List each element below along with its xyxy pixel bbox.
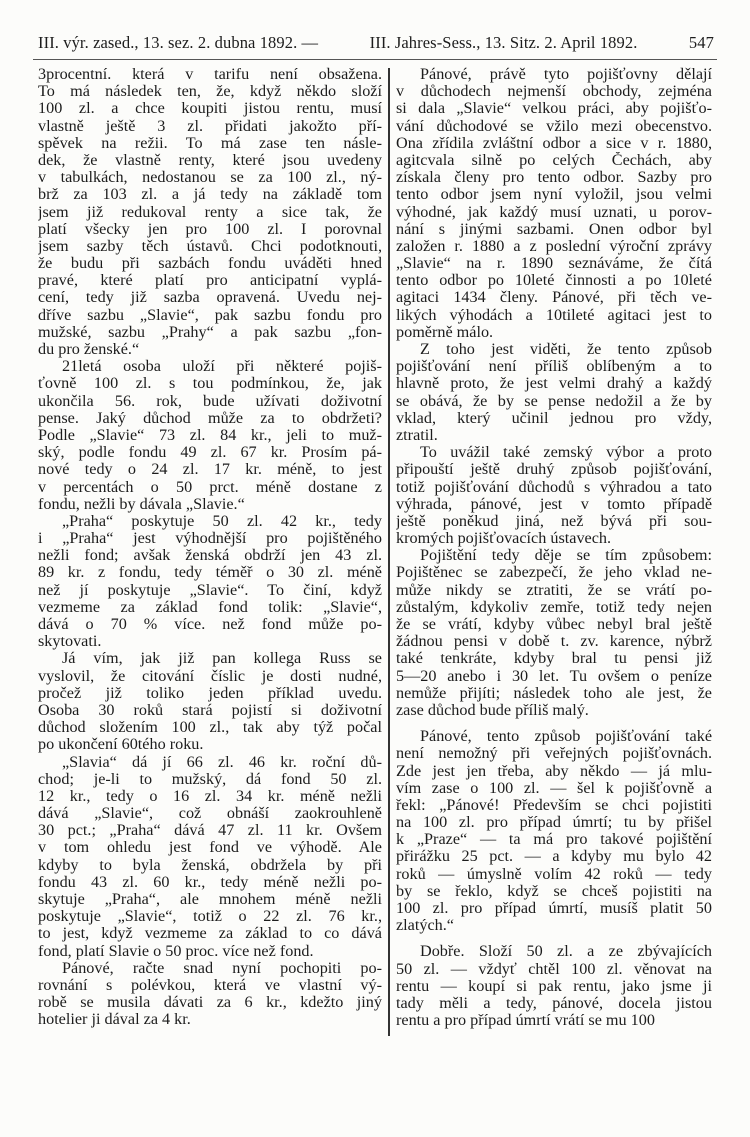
text-line: dává o 70 % více. než fond může po-: [38, 616, 382, 633]
text-line: žádnou pensi v době t. zv. karence, nýbrž: [396, 633, 712, 651]
text-line: „Slavia“ dá jí 66 zl. 46 kr. roční dů-: [62, 753, 382, 771]
paragraph: [396, 66, 712, 341]
text-line: v tabulkách, nedostanou se za 100 zl., ný-: [38, 169, 382, 187]
text-line: se obává, že by se pense nedožil a že by: [396, 392, 712, 410]
running-header: [38, 33, 714, 57]
text-line: skytovati.: [38, 633, 102, 651]
paragraph: [38, 66, 382, 358]
left-column: [38, 66, 382, 1029]
text-line: 21letá osoba uloží při některé pojiš-: [62, 358, 382, 376]
text-line: ťovně 100 zl. s tou podmínkou, že, jak: [38, 375, 382, 393]
text-line: Pánové, tento způsob pojišťování také: [420, 728, 712, 746]
text-line: nemůže přijíti; následek toho ale jest, že: [396, 684, 712, 702]
text-line: zase důchod bude příliš malý.: [396, 701, 589, 719]
text-line: To má následek ten, že, když někdo složí: [38, 83, 382, 101]
text-line: agitaci 1434 členy. Pánové, při těch ve-: [396, 289, 712, 307]
text-line: vím zase o 100 zl. — šel k pojišťovně a: [396, 779, 712, 797]
right-column: [396, 66, 712, 1029]
text-line: by se řeklo, když se chceš pojistiti na: [396, 882, 712, 900]
text-line: tento odbor jsem nyní vyložil, jsou velmi: [396, 186, 712, 204]
text-line: 100 zl. pro případ úmrtí, musíš platit 50: [396, 900, 712, 917]
text-line: To uvážil také zemský výbor a proto: [420, 444, 712, 462]
paragraph: [38, 754, 382, 960]
text-line: že se vrátí, kdyby vůbec nebyl bral ještě: [396, 616, 712, 633]
text-line: 12 kr., tedy o 16 zl. 34 kr. méně nežli: [38, 787, 382, 805]
paragraph: [396, 728, 712, 934]
text-line: kromých pojišťovacích ústavech.: [396, 530, 612, 548]
text-line: ztratil.: [396, 426, 438, 444]
text-line: du pro ženské.“: [38, 341, 140, 358]
text-line: než jí poskytuje „Slavie“. To činí, když: [38, 581, 382, 599]
text-line: tento odbor po 10leté činnosti a po 10leté: [396, 272, 712, 290]
text-line: platí všecky jen pro 100 zl. I porovnal: [38, 220, 382, 238]
text-line: „Praha“ poskytuje 50 zl. 42 kr., tedy: [62, 512, 382, 530]
text-line: chod; je-li to mužský, dá fond 50 zl.: [38, 770, 382, 788]
text-line: pojišťování není příliš oblíbeným a to: [396, 358, 712, 376]
text-line: poskytuje „Slavie“, totiž o 22 zl. 76 kr.,: [38, 908, 382, 926]
text-line: k „Praze“ — ta má pro takové pojištění: [396, 831, 712, 849]
text-line: přirážku 25 pct. — a kdyby mu bylo 42: [396, 848, 712, 866]
text-line: Pojištění tedy děje se tím způsobem:: [420, 547, 712, 565]
paragraph: [38, 358, 382, 513]
text-line: není nemožný při veřejných pojišťovnách.: [396, 745, 712, 763]
text-line: Pánové, právě tyto pojišťovny dělají: [420, 66, 712, 83]
text-line: vyslovil, že citování číslic je dosti nudné,: [38, 667, 382, 685]
text-line: zlatých.“: [396, 917, 454, 935]
text-line: výhrada, pánové, jest v tomto případě: [396, 495, 712, 513]
text-line: nežli fond; avšak ženská obdrží jen 43 zl.: [38, 547, 382, 565]
text-line: Ona zřídila zvláštní odbor a sice v r. 1880,: [396, 134, 712, 152]
text-line: mužské, sazbu „Prahy“ a pak sazbu „fon-: [38, 323, 382, 341]
text-line: spěvek na režii. To má zase ten násle-: [38, 134, 382, 152]
text-line: poměrně málo.: [396, 323, 494, 341]
paragraph: [396, 444, 712, 547]
text-line: připouští ještě druhý způsob pojišťování,: [396, 461, 712, 479]
text-line: vezmeme za základ fond tolik: „Slavie“,: [38, 598, 382, 616]
text-line: vání důchodové se vžilo mezi obecenstvo.: [396, 117, 712, 135]
text-line: jsem již redukoval renty a sice tak, že: [38, 203, 382, 221]
text-line: Pánové, račte snad nyní pochopiti po-: [62, 959, 382, 977]
text-line: dek, že vlastně renty, které jsou uvedeny: [38, 151, 382, 169]
text-line: také tenkráte, kdyby bral tu pensi již: [396, 650, 712, 668]
text-line: nové tedy o 24 zl. 17 kr. méně, to jest: [38, 461, 382, 479]
text-line: to jest, když vezmeme za základ to co dává: [38, 925, 382, 943]
text-line: „Slavie“ na r. 1890 seznáváme, že čítá: [396, 255, 712, 273]
text-line: po ukončení 60tého roku.: [38, 736, 204, 754]
text-line: Já vím, jak již pan kollega Russ se: [62, 650, 382, 668]
text-line: ještě poněkud jiná, než bývá při sou-: [396, 512, 712, 530]
text-line: založen r. 1880 a z poslední výroční zprávy: [396, 237, 712, 255]
text-line: kdyby to byla ženská, obdržela by při: [38, 856, 382, 874]
text-line: rentu a pro případ úmrtí vrátí se mu 100: [396, 1012, 655, 1030]
text-line: fond, platí Slavie o 50 proc. více než fond.: [38, 942, 314, 960]
text-line: nání s jinými sazbami. Onen odbor byl: [396, 220, 712, 238]
text-line: 5—20 anebo i 30 let. Tu ovšem o peníze: [396, 667, 712, 685]
text-line: rentu — koupí si pak rentu, jako jsme ji: [396, 977, 712, 995]
text-line: totiž pojišťování důchodů s výhradou a tato: [396, 478, 712, 496]
text-line: hlavně proto, že jest velmi drahý a každý: [396, 375, 712, 393]
text-line: hotelier ji dával za 4 kr.: [38, 1011, 191, 1029]
text-line: Dobře. Složí 50 zl. a ze zbývajících: [420, 943, 712, 961]
text-line: pense. Jaký důchod může za to obdržeti?: [38, 409, 382, 427]
text-line: na 100 zl. pro případ úmrtí; tu by přišel: [396, 814, 712, 832]
text-line: fondu, nežli by dávala „Slavie.“: [38, 495, 245, 513]
text-line: likých výhodách a 10tileté agitaci jest to: [396, 306, 712, 324]
text-line: jsem sazby těch ústavů. Chci podotknouti,: [38, 237, 382, 255]
text-line: skytuje „Praha“, ale mnohem méně nežli: [38, 891, 382, 908]
text-line: že budu při sazbách fondu uváděti hned: [38, 255, 382, 273]
header-german-session: III. Jahres-Sess., 13. Sitz. 2. April 1892.: [369, 33, 638, 52]
text-line: 3procentní. která v tarifu není obsažena.: [38, 66, 382, 83]
text-line: robě se musila dávati za 6 kr., kdežto jiný: [38, 994, 382, 1012]
text-line: 89 kr. z fondu, tedy téměř o 30 zl. méně: [38, 564, 382, 582]
text-line: Podle „Slavie“ 73 zl. 84 kr., jeli to muž-: [38, 426, 382, 444]
text-line: rovnání s polévkou, která ve vlastní vý-: [38, 976, 382, 994]
paragraph: [396, 547, 712, 719]
paragraph: [38, 513, 382, 651]
text-line: pravé, které platí pro anticipatní vyplá-: [38, 272, 382, 290]
text-line: v tom ohledu jest fond ve výhodě. Ale: [38, 839, 382, 857]
text-line: fondu 43 zl. 60 kr., tedy méně nežli po-: [38, 873, 382, 891]
text-line: získala členy pro tento odbor. Sazby pro: [396, 169, 712, 187]
text-line: si dala „Slavie“ velkou práci, aby pojišťo-: [396, 100, 712, 118]
text-line: zůstalým, kdykoliv zemře, totiž tedy nejen: [396, 598, 712, 616]
text-line: vlastně ještě 3 zl. přidati jakožto pří-: [38, 117, 382, 135]
paragraph: [38, 960, 382, 1029]
column-separator: [388, 68, 390, 1036]
text-line: Osoba 30 roků stará pojistí si doživotní: [38, 701, 382, 719]
text-line: řekl: „Pánové! Především se chci pojistiti: [396, 796, 712, 814]
text-line: výhodné, jak každý musí uznati, u porov-: [396, 203, 712, 221]
text-line: 30 pct.; „Praha“ dává 47 zl. 11 kr. Ovšem: [38, 822, 382, 840]
text-line: pročež již toliko jeden příklad uvedu.: [38, 684, 382, 702]
text-line: v percentách o 50 prct. méně dostane z: [38, 478, 382, 496]
text-line: tady měli a tedy, pánové, docela jistou: [396, 994, 712, 1012]
text-line: Z toho jest viděti, že tento způsob: [420, 341, 712, 358]
text-line: roků — úmyslně volím 42 roků — tedy: [396, 865, 712, 883]
paragraph: [38, 650, 382, 753]
paragraph: [396, 341, 712, 444]
text-line: vklad, který učinil jednou pro vždy,: [396, 409, 712, 427]
text-line: 50 zl. — vždyť chtěl 100 zl. věnovat na: [396, 960, 712, 978]
text-line: Zde jest jen třeba, aby někdo — já mlu-: [396, 762, 712, 780]
header-rule: [33, 59, 717, 60]
text-line: dává „Slavie“, což obnáší zaokrouhleně: [38, 805, 382, 823]
text-line: důchod složením 100 zl., tak aby týž počal: [38, 719, 382, 737]
text-line: cení, tedy již sazba opravená. Uvedu nej-: [38, 289, 382, 307]
text-line: může nikdy se ztratiti, že se vrátí po-: [396, 581, 712, 599]
text-line: ský, podle fondu 49 zl. 67 kr. Prosím pá-: [38, 444, 382, 462]
text-line: v důchodech nejmenší obchody, zejména: [396, 83, 712, 101]
page-number: 547: [688, 33, 714, 52]
paragraph: [396, 943, 712, 1029]
text-line: brž za 103 zl. a já tedy na základě tom: [38, 186, 382, 204]
text-line: i „Praha“ jest výhodnější pro pojištěného: [38, 530, 382, 548]
text-line: dříve sazbu „Slavie“, pak sazbu fondu pro: [38, 306, 382, 324]
text-line: 100 zl. a chce koupiti jistou rentu, musí: [38, 100, 382, 118]
header-czech-session: III. výr. zased., 13. sez. 2. dubna 1892. —: [38, 33, 319, 52]
text-line: ukončila 56. rok, bude užívati doživotní: [38, 392, 382, 410]
text-line: agitcvala silně po celých Čechách, aby: [396, 151, 712, 169]
text-line: Pojištěnec se zabezpečí, že jeho vklad ne-: [396, 564, 712, 582]
